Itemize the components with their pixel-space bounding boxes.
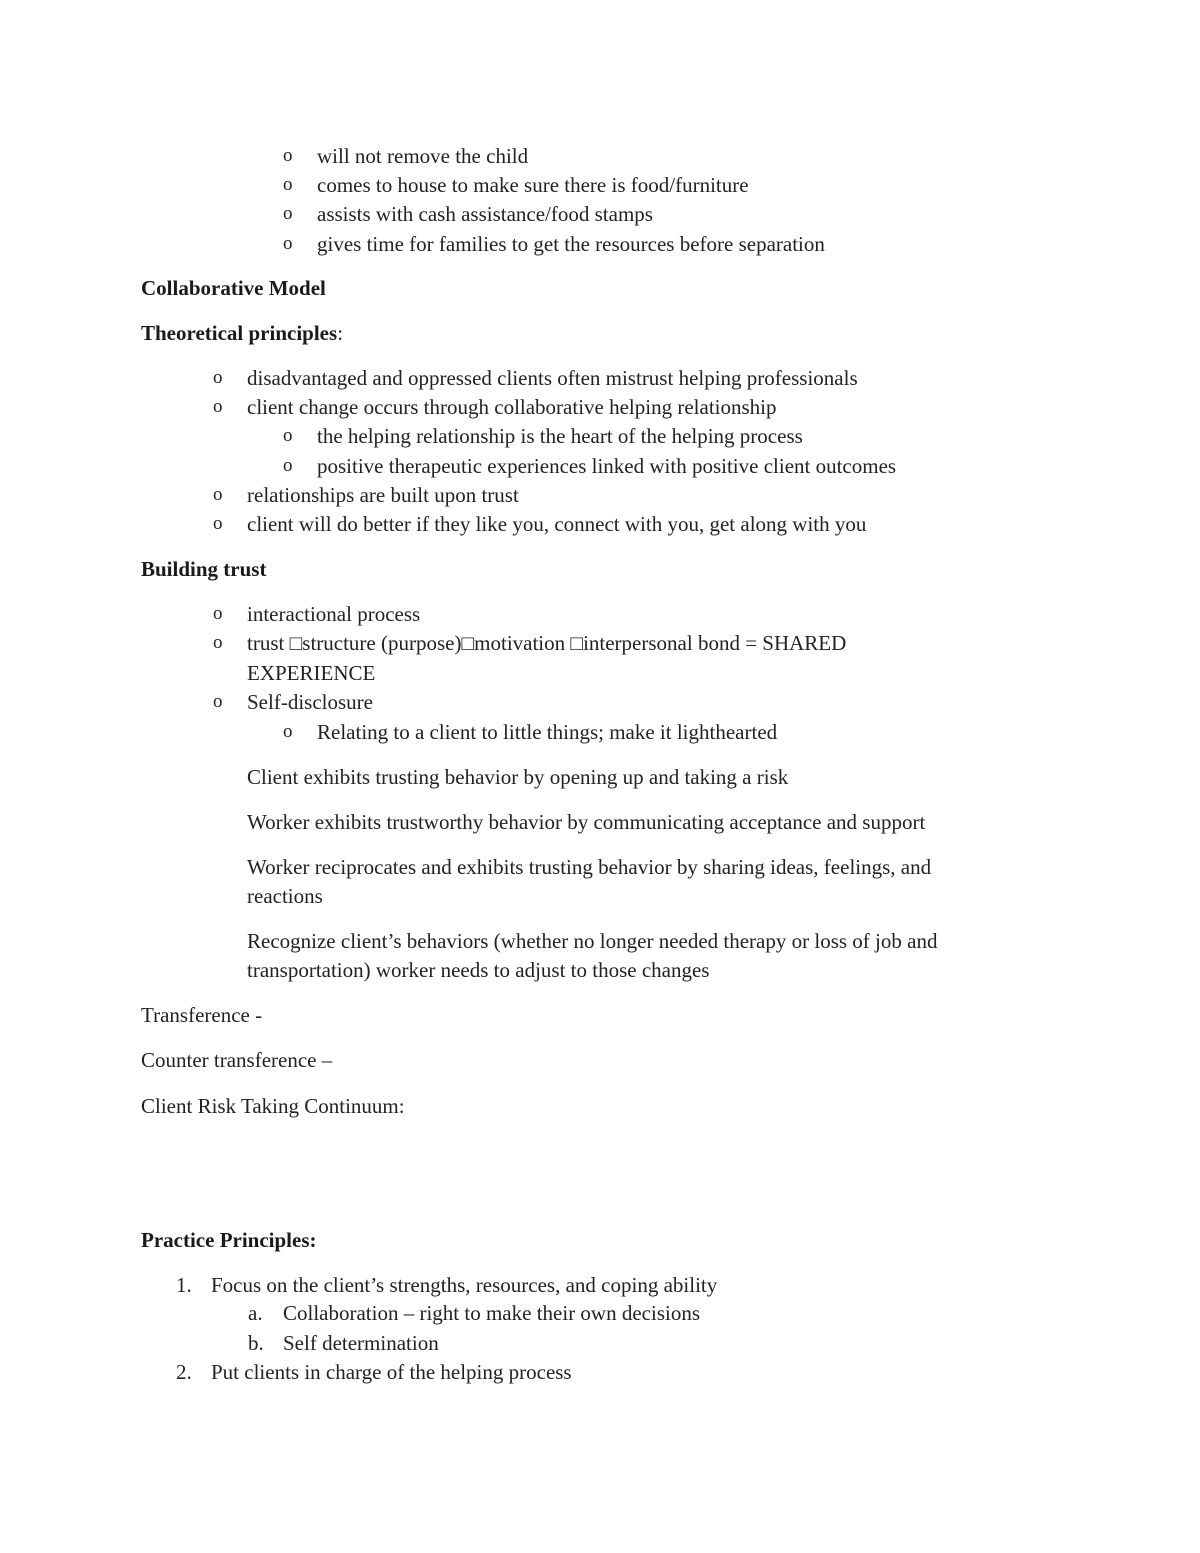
bullet-glyph: o <box>283 721 293 742</box>
list-item-continuation: EXPERIENCE <box>247 661 376 685</box>
list-item: Focus on the client’s strengths, resources, and coping ability <box>211 1273 718 1297</box>
bullet-glyph: o <box>213 691 223 712</box>
section-heading-collaborative-model: Collaborative Model <box>141 276 326 300</box>
section-heading-theoretical-principles <box>141 320 343 346</box>
bullet-glyph: o <box>213 367 223 388</box>
section-heading-practice-principles: Practice Principles: <box>141 1228 317 1252</box>
counter-transference-line: Counter transference – <box>141 1048 333 1072</box>
heading-colon: : <box>337 321 344 345</box>
bullet-glyph: o <box>213 484 223 505</box>
list-item: positive therapeutic experiences linked with positive client outcomes <box>317 454 897 478</box>
section-heading-building-trust: Building trust <box>141 557 267 581</box>
bullet-glyph: o <box>283 145 293 166</box>
paragraph: Client exhibits trusting behavior by opening up and taking a risk <box>247 765 789 789</box>
list-marker: a. <box>248 1301 263 1325</box>
list-item: client will do better if they like you, connect with you, get along with you <box>247 512 867 536</box>
list-item: trust □structure (purpose)□motivation □interpersonal bond = SHARED <box>247 631 847 655</box>
list-item: Collaboration – right to make their own decisions <box>283 1301 701 1325</box>
heading-text: Theoretical principles <box>141 321 338 345</box>
transference-line: Transference - <box>141 1003 263 1027</box>
paragraph: Worker exhibits trustworthy behavior by communicating acceptance and support <box>247 810 926 834</box>
list-item: comes to house to make sure there is food/furniture <box>317 173 749 197</box>
list-marker: 1. <box>176 1273 192 1297</box>
bullet-glyph: o <box>283 203 293 224</box>
bullet-glyph: o <box>213 632 223 653</box>
bullet-glyph: o <box>213 513 223 534</box>
list-item: will not remove the child <box>317 144 529 168</box>
list-item: Self-disclosure <box>247 690 373 714</box>
paragraph: Recognize client’s behaviors (whether no longer needed therapy or loss of job and <box>247 929 938 953</box>
bullet-glyph: o <box>283 174 293 195</box>
list-item: Relating to a client to little things; make it lighthearted <box>317 720 778 744</box>
list-marker: b. <box>248 1331 264 1355</box>
bullet-glyph: o <box>213 603 223 624</box>
bullet-glyph: o <box>283 233 293 254</box>
list-item: assists with cash assistance/food stamps <box>317 202 653 226</box>
paragraph: Worker reciprocates and exhibits trusting behavior by sharing ideas, feelings, and <box>247 855 932 879</box>
list-item: Put clients in charge of the helping process <box>211 1360 572 1384</box>
list-item: disadvantaged and oppressed clients often mistrust helping professionals <box>247 366 858 390</box>
bullet-glyph: o <box>283 425 293 446</box>
risk-continuum-line: Client Risk Taking Continuum: <box>141 1094 405 1118</box>
list-item: Self determination <box>283 1331 439 1355</box>
paragraph-continuation: reactions <box>247 884 323 908</box>
bullet-glyph: o <box>213 396 223 417</box>
bullet-glyph: o <box>283 455 293 476</box>
list-item: client change occurs through collaborative helping relationship <box>247 395 777 419</box>
list-marker: 2. <box>176 1360 192 1384</box>
paragraph-continuation: transportation) worker needs to adjust to those changes <box>247 958 710 982</box>
list-item: gives time for families to get the resources before separation <box>317 232 825 256</box>
list-item: interactional process <box>247 602 421 626</box>
list-item: the helping relationship is the heart of the helping process <box>317 424 803 448</box>
list-item: relationships are built upon trust <box>247 483 519 507</box>
